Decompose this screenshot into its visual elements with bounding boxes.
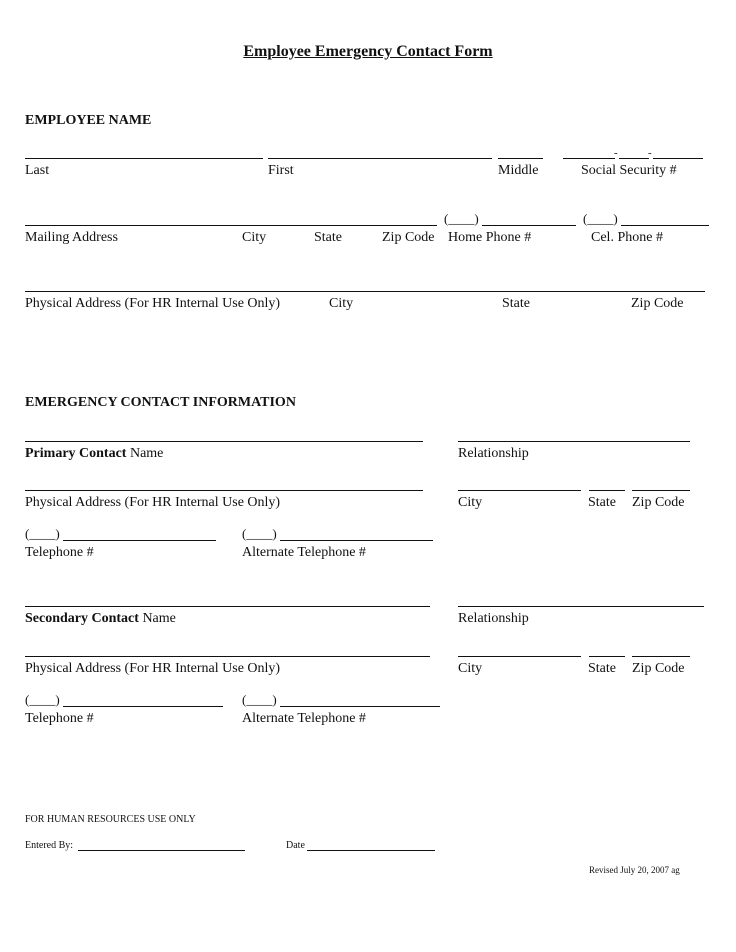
revised-note: Revised July 20, 2007 ag — [589, 865, 680, 875]
primary-alt-telephone-label: Alternate Telephone # — [242, 545, 366, 560]
entered-by-label: Entered By: — [25, 840, 74, 851]
page-title: Employee Emergency Contact Form — [243, 43, 493, 60]
last-name-field[interactable] — [25, 158, 263, 159]
employee-physical-state-label: State — [502, 296, 530, 311]
secondary-state-field[interactable] — [589, 656, 625, 657]
primary-telephone-label: Telephone # — [25, 545, 94, 560]
mailing-city-label: City — [242, 230, 267, 245]
ssn-field-part2[interactable] — [619, 158, 649, 159]
first-label: First — [268, 163, 294, 178]
primary-telephone-field[interactable] — [63, 540, 216, 541]
secondary-alt-telephone-label: Alternate Telephone # — [242, 711, 366, 726]
entered-by-field[interactable] — [78, 850, 245, 851]
secondary-alt-phone-area-code: (____) — [242, 692, 277, 707]
date-field[interactable] — [307, 850, 435, 851]
primary-alt-telephone-field[interactable] — [280, 540, 433, 541]
employee-physical-address-field[interactable] — [25, 291, 705, 292]
cel-phone-label: Cel. Phone # — [591, 230, 663, 245]
home-phone-field[interactable] — [482, 225, 576, 226]
first-name-field[interactable] — [268, 158, 492, 159]
primary-name-word: Name — [126, 446, 164, 461]
primary-contact-bold: Primary Contact — [25, 446, 127, 461]
primary-city-field[interactable] — [458, 490, 581, 491]
ssn-label: Social Security # — [581, 163, 677, 178]
secondary-relationship-label: Relationship — [458, 611, 529, 626]
cel-phone-area-code: (____) — [583, 211, 618, 226]
employee-physical-zip-label: Zip Code — [631, 296, 684, 311]
emergency-contact-heading: EMERGENCY CONTACT INFORMATION — [25, 395, 296, 410]
secondary-alt-telephone-field[interactable] — [280, 706, 440, 707]
secondary-zip-label: Zip Code — [632, 661, 685, 676]
secondary-contact-bold: Secondary Contact — [25, 611, 139, 626]
secondary-telephone-label: Telephone # — [25, 711, 94, 726]
primary-relationship-field[interactable] — [458, 441, 690, 442]
primary-city-label: City — [458, 495, 483, 510]
primary-zip-field[interactable] — [632, 490, 690, 491]
secondary-name-field[interactable] — [25, 606, 430, 607]
mailing-state-label: State — [314, 230, 342, 245]
last-label: Last — [25, 163, 50, 178]
primary-physical-address-field[interactable] — [25, 490, 423, 491]
cel-phone-field[interactable] — [621, 225, 709, 226]
ssn-field-part1[interactable] — [563, 158, 615, 159]
mailing-address-label: Mailing Address — [25, 230, 118, 245]
secondary-telephone-field[interactable] — [63, 706, 223, 707]
secondary-physical-address-field[interactable] — [25, 656, 430, 657]
secondary-zip-field[interactable] — [632, 656, 690, 657]
secondary-city-field[interactable] — [458, 656, 581, 657]
employee-physical-city-label: City — [329, 296, 354, 311]
primary-alt-phone-area-code: (____) — [242, 526, 277, 541]
primary-physical-address-label: Physical Address (For HR Internal Use Only) — [25, 495, 281, 510]
hr-use-only-heading: FOR HUMAN RESOURCES USE ONLY — [25, 814, 196, 825]
employee-physical-address-label: Physical Address (For HR Internal Use Only) — [25, 296, 281, 311]
primary-relationship-label: Relationship — [458, 446, 529, 461]
secondary-relationship-field[interactable] — [458, 606, 704, 607]
ssn-dash-2: - — [648, 147, 652, 159]
secondary-name-word: Name — [138, 611, 176, 626]
ssn-dash-1: - — [614, 147, 618, 159]
primary-phone-area-code: (____) — [25, 526, 60, 541]
home-phone-area-code: (____) — [444, 211, 479, 226]
mailing-zip-label: Zip Code — [382, 230, 435, 245]
secondary-phone-area-code: (____) — [25, 692, 60, 707]
primary-contact-label — [25, 446, 163, 462]
primary-state-label: State — [588, 495, 616, 510]
primary-name-field[interactable] — [25, 441, 423, 442]
secondary-contact-label — [25, 611, 176, 627]
primary-zip-label: Zip Code — [632, 495, 685, 510]
middle-name-field[interactable] — [498, 158, 543, 159]
primary-state-field[interactable] — [589, 490, 625, 491]
secondary-physical-address-label: Physical Address (For HR Internal Use Only) — [25, 661, 281, 676]
middle-label: Middle — [498, 163, 539, 178]
secondary-city-label: City — [458, 661, 483, 676]
mailing-address-field[interactable] — [25, 225, 437, 226]
employee-name-heading: EMPLOYEE NAME — [25, 113, 152, 128]
secondary-state-label: State — [588, 661, 616, 676]
date-label: Date — [286, 840, 305, 851]
ssn-field-part3[interactable] — [653, 158, 703, 159]
home-phone-label: Home Phone # — [448, 230, 532, 245]
